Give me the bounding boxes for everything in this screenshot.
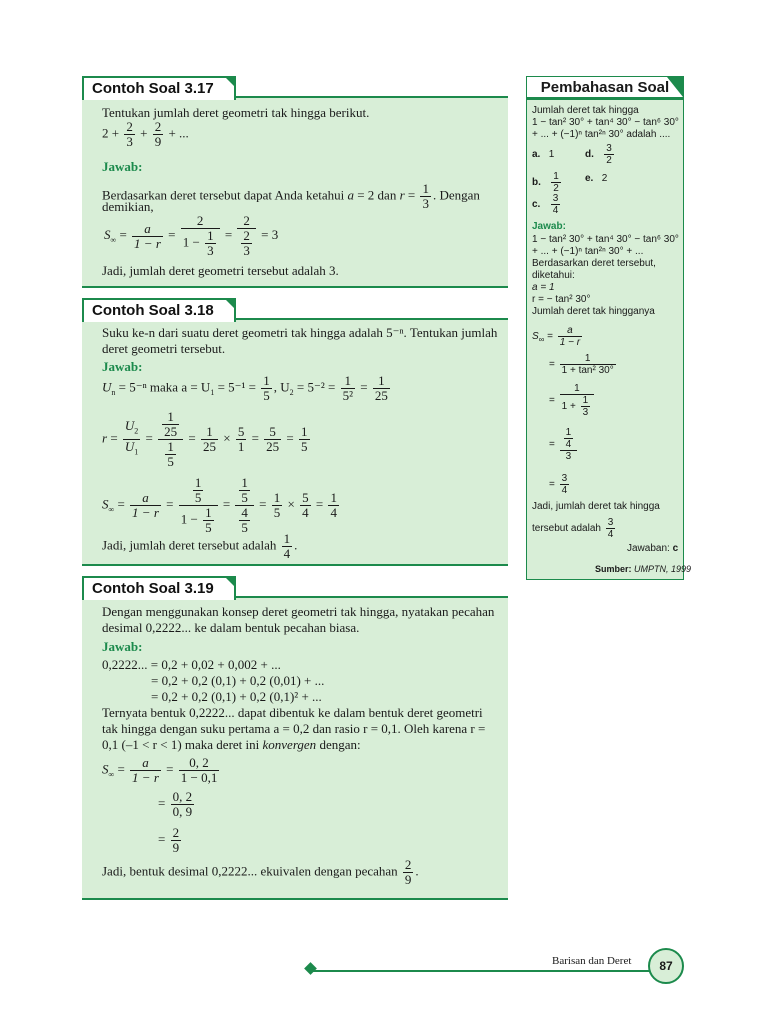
sidebar-step-2: = 1 1 + $\frac{1}{3}$ (549, 383, 596, 418)
example-3-17-title: Contoh Soal 3.17 (82, 76, 236, 100)
example-3-18-question-2: deret geometri tersebut. (102, 341, 226, 356)
example-3-17-conclusion: Jadi, jumlah deret geometri tersebut adalah 3. (102, 263, 339, 278)
sidebar-step-3: = $\frac{\frac{1}{4}}{3}$ (549, 427, 579, 462)
example-3-19-question-1: Dengan menggunakan konsep deret geometri tak hingga, nyatakan pecahan (102, 604, 495, 619)
example-3-19-para-1: Ternyata bentuk 0,2222... dapat dibentuk ke dalam bentuk deret geometri (102, 705, 483, 720)
sidebar-step-4: = $\frac{3}{4}$ (549, 473, 568, 496)
example-3-19-question-2: desimal 0,2222... ke dalam bentuk pecahan biasa. (102, 620, 360, 635)
example-3-17-given: Berdasarkan deret tersebut dapat Anda ketahui a = 2 dan r = $\frac{1}{3}$ . Dengan (102, 181, 480, 211)
sidebar-question-3: + ... + (−1)ⁿ tan²ⁿ 30° adalah .... (532, 129, 671, 140)
example-3-17-given-2: demikian, (102, 199, 154, 214)
example-3-19-expansion-1: 0,2222... = 0,2 + 0,02 + 0,002 + ... (102, 657, 281, 672)
option-d: d. $\frac{3}{2}$ (585, 143, 612, 166)
sidebar-answer-key: Jawaban: c (627, 543, 679, 554)
example-3-17-series: 2 + $\frac{2}{3}$ + $\frac{2}{9}$ + ... (102, 119, 189, 149)
footer-diamond (304, 962, 317, 975)
example-3-19-step-3: = $\frac{2}{9}$ (158, 825, 180, 855)
example-3-18-sum: $S_\infty$ = $\frac{a}{1 - r}$ = $\frac{1}{5}$ 1 − $\frac{1}{5}$ = $\frac{\frac{1}{5}}{\frac{4}{5}}$ = $\frac{1}{5}$ × $\frac{5}{4}$ = $\frac{1}{4}$ (102, 475, 337, 535)
example-3-17-sum-formula: $S_\infty$ = $\frac{a}{1 - r}$ = 2 1 − $\frac{1}{3}$ = $\frac{2}{\frac{2}{3}}$ = 3 (104, 213, 279, 258)
sidebar-step-1: = $\frac{1}{\text{1 + tan² 30°}}$ (549, 353, 614, 376)
example-3-19-jawab: Jawab: (102, 639, 143, 654)
sidebar-title: Pembahasan Soal (527, 77, 683, 99)
example-3-17-question: Tentukan jumlah deret geometri tak hingga berikut. (102, 105, 370, 120)
example-3-19-step-2: = $\frac{0, 2}{0, 9}$ (158, 789, 193, 819)
example-3-18-jawab: Jawab: (102, 359, 143, 374)
example-3-19-title: Contoh Soal 3.19 (82, 576, 236, 600)
option-c: c. $\frac{3}{4}$ (532, 193, 559, 216)
example-3-19-expansion-2: = 0,2 + 0,2 (0,1) + 0,2 (0,01) + ... (151, 673, 325, 688)
example-3-19-para-2: tak hingga dengan suku pertama a = 0,2 dan rasio r = 0,1. Oleh karena r = (102, 721, 486, 736)
example-3-17-bottom-rule (82, 286, 508, 288)
sidebar-answer-5: a = 1 (532, 282, 555, 293)
pembahasan-soal-sidebar (526, 76, 692, 580)
sidebar-source: Sumber: UMPTN, 1999 (595, 564, 692, 574)
option-a: a. 1 (532, 149, 555, 160)
sidebar-answer-1: 1 − tan² 30° + tan⁴ 30° − tan⁶ 30° (532, 234, 679, 245)
sidebar-jawab: Jawab: (532, 221, 566, 232)
footer-rule (312, 970, 652, 972)
sidebar-sum-formula: $S_\infty$ = $\frac{a}{1 - r}$ (532, 325, 581, 348)
sidebar-question-2: 1 − tan² 30° + tan⁴ 30° − tan⁶ 30° (532, 117, 679, 128)
sidebar-answer-6: r = − tan² 30° (532, 294, 591, 305)
example-3-19-sum: $S_\infty$ = $\frac{a}{1 - r}$ = $\frac{0, 2}{1 - 0,1}$ (102, 755, 218, 785)
footer-chapter-title: Barisan dan Deret (552, 955, 632, 967)
sidebar-conclusion-2: tersebut adalah $\frac{3}{4}$ (532, 517, 614, 540)
sidebar-answer-3: Berdasarkan deret tersebut, (532, 258, 656, 269)
sidebar-answer-4: diketahui: (532, 270, 575, 281)
sidebar-question-1: Jumlah deret tak hingga (532, 105, 639, 116)
example-3-19-expansion-3: = 0,2 + 0,2 (0,1) + 0,2 (0,1)² + ... (151, 689, 322, 704)
page-number: 87 (648, 948, 684, 984)
sidebar-answer-7: Jumlah deret tak hingganya (532, 306, 655, 317)
example-3-18-terms: $U_n = 5^{-n}$ maka $a = U_1 = 5^{-1}$ = $\frac{1}{5}$ , $U_2 = 5^{-2}$ = $\frac{1}{\text{5²}}$ = $\frac{1}{25}$ (102, 373, 388, 403)
example-3-19-conclusion: Jadi, bentuk desimal 0,2222... ekuivalen dengan pecahan $\frac{2}{9}$ . (102, 857, 419, 887)
option-b: b. $\frac{1}{2}$ (532, 171, 559, 194)
example-3-19-para-3: 0,1 (–1 < r < 1) maka deret ini konvergen dengan: (102, 737, 361, 752)
example-3-17-jawab: Jawab: (102, 159, 143, 174)
example-3-18-title: Contoh Soal 3.18 (82, 298, 236, 322)
example-3-18-bottom-rule (82, 564, 508, 566)
example-3-18-question-1: Suku ke-n dari suatu deret geometri tak hingga adalah 5⁻ⁿ. Tentukan jumlah (102, 325, 498, 340)
option-e: e. 2 (585, 173, 608, 184)
example-3-19-bottom-rule (82, 898, 508, 900)
sidebar-conclusion-1: Jadi, jumlah deret tak hingga (532, 501, 660, 512)
example-3-18-ratio: r = $\frac{U_2}{U_1}$ = $\frac{\frac{1}{25}}{\frac{1}{5}}$ = $\frac{1}{25}$ × $\frac{5}{1}$ = $\frac{5}{25}$ = $\frac{1}{5}$ (102, 409, 308, 469)
sidebar-answer-2: + ... + (−1)ⁿ tan²ⁿ 30° + ... (532, 246, 644, 257)
example-3-18-conclusion: Jadi, jumlah deret tersebut adalah $\frac{1}{4}$ . (102, 531, 298, 561)
